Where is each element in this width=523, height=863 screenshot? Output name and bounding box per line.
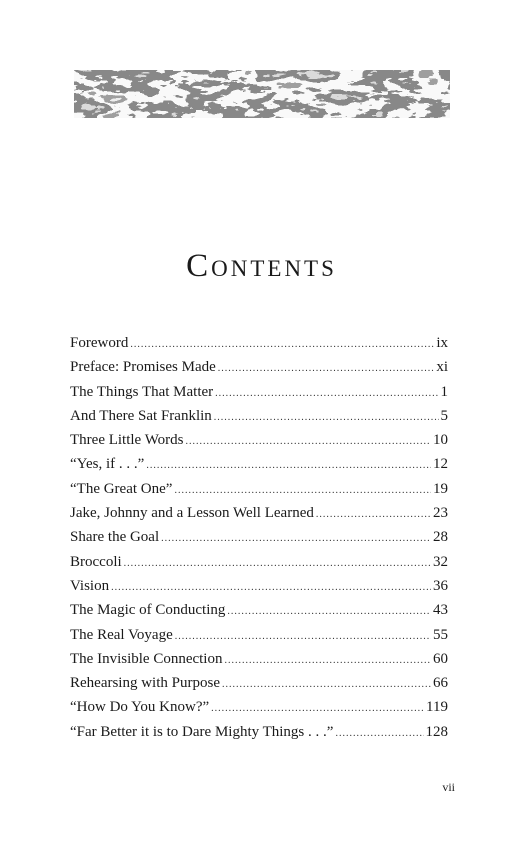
toc-entry-page: 12 — [433, 456, 448, 473]
toc-entry[interactable] — [70, 598, 448, 622]
toc-entry-title: And There Sat Franklin — [70, 407, 212, 424]
toc-entry[interactable] — [70, 331, 448, 355]
toc-entry[interactable] — [70, 720, 448, 744]
toc-entry-title: Rehearsing with Purpose — [70, 675, 220, 692]
dot-leader — [185, 430, 431, 454]
toc-entry-page: 1 — [440, 383, 448, 400]
toc-entry-page: 32 — [433, 553, 448, 570]
page-number: vii — [442, 780, 455, 794]
toc-entry[interactable] — [70, 647, 448, 671]
toc-entry-title: “Far Better it is to Dare Mighty Things . . .” — [70, 723, 334, 740]
toc-entry[interactable] — [70, 380, 448, 404]
dot-leader — [335, 722, 423, 746]
toc-entry-title: Jake, Johnny and a Lesson Well Learned — [70, 505, 314, 522]
dot-leader — [111, 576, 431, 600]
toc-entry-title: Share the Goal — [70, 529, 160, 546]
toc-entry[interactable] — [70, 452, 448, 476]
toc-entry-page: 19 — [433, 480, 448, 497]
toc-entry[interactable] — [70, 550, 448, 574]
toc-entry[interactable] — [70, 671, 448, 695]
page-title: Contents — [186, 248, 337, 284]
toc-entry-title: The Real Voyage — [70, 626, 173, 643]
toc-entry-page: 28 — [433, 529, 448, 546]
toc-entry-title: Broccoli — [70, 553, 122, 570]
toc-entry[interactable] — [70, 501, 448, 525]
toc-entry[interactable] — [70, 477, 448, 501]
toc-entry-title: The Magic of Conducting — [70, 602, 226, 619]
toc-entry-page: 55 — [433, 626, 448, 643]
toc-entry[interactable] — [70, 404, 448, 428]
toc-entry-page: 36 — [433, 577, 448, 594]
toc-entry-page: 66 — [433, 675, 448, 692]
dot-leader — [224, 649, 431, 673]
toc-entry[interactable] — [70, 623, 448, 647]
dot-leader — [174, 479, 431, 503]
toc-entry[interactable] — [70, 428, 448, 452]
toc-entry-title: Foreword — [70, 335, 129, 351]
decorative-marble-banner — [74, 70, 450, 118]
toc-entry-title: Preface: Promises Made — [70, 359, 216, 376]
dot-leader — [161, 527, 431, 551]
dot-leader — [214, 406, 439, 430]
toc-entry-title: “Yes, if . . .” — [70, 456, 145, 473]
dot-leader — [227, 600, 431, 624]
toc-entry-page: 43 — [433, 602, 448, 619]
toc-entry-title: “The Great One” — [70, 480, 173, 497]
toc-entry-title: “How Do You Know?” — [70, 699, 210, 716]
dot-leader — [222, 673, 431, 697]
toc-entry-page: xi — [436, 359, 448, 376]
toc-entry[interactable] — [70, 355, 448, 379]
toc-entry[interactable] — [70, 695, 448, 719]
toc-entry-page: 128 — [425, 723, 448, 740]
toc-entry-page: 23 — [433, 505, 448, 522]
dot-leader — [146, 454, 431, 478]
toc-entry-page: 60 — [433, 650, 448, 667]
dot-leader — [130, 333, 434, 357]
toc-entry-title: Vision — [70, 577, 110, 594]
table-of-contents — [70, 331, 448, 744]
dot-leader — [124, 552, 431, 576]
toc-entry[interactable] — [70, 525, 448, 549]
dot-leader — [215, 382, 438, 406]
toc-entry-title: The Things That Matter — [70, 383, 214, 400]
dot-leader — [175, 625, 431, 649]
toc-entry-page: 119 — [426, 699, 448, 716]
toc-entry-page: 5 — [440, 407, 448, 424]
toc-entry[interactable] — [70, 574, 448, 598]
toc-entry-page: 10 — [433, 432, 448, 449]
toc-entry-title: The Invisible Connection — [70, 650, 223, 667]
toc-entry-page: ix — [436, 335, 448, 351]
dot-leader — [218, 357, 435, 381]
dot-leader — [316, 503, 431, 527]
dot-leader — [211, 697, 424, 721]
toc-entry-title: Three Little Words — [70, 432, 184, 449]
